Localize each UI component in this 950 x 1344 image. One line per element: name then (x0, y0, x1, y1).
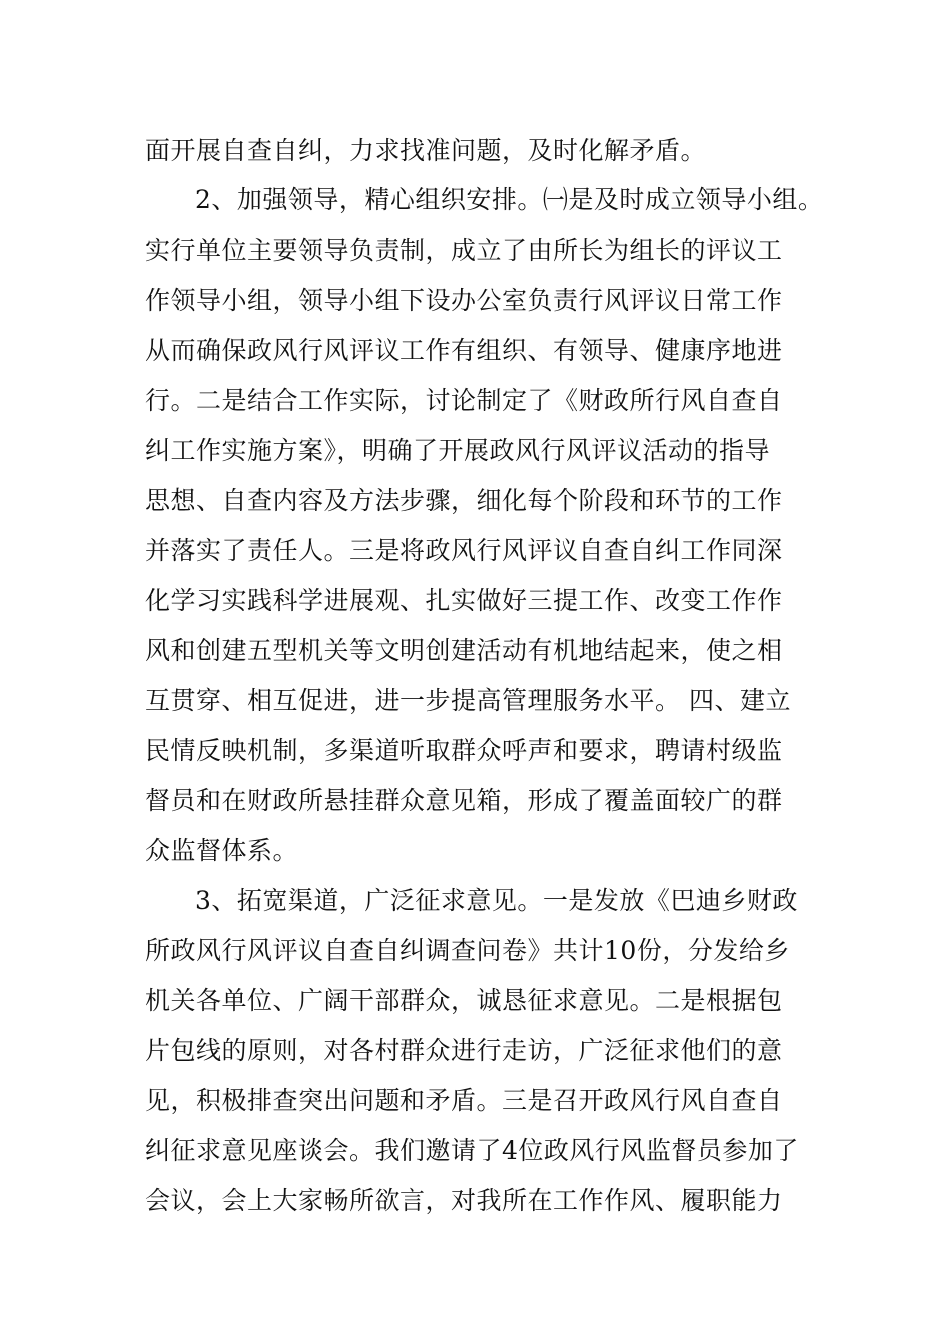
text-line: 并落实了责任人。三是将政风行风评议自查自纠工作同深 (145, 536, 783, 565)
text-line: 机关各单位、广阔干部群众，诚恳征求意见。二是根据包 (145, 986, 783, 1015)
text-line: 思想、自查内容及方法步骤，细化每个阶段和环节的工作 (145, 486, 783, 515)
text-line: 作领导小组，领导小组下设办公室负责行风评议日常工作 (145, 286, 783, 315)
text-line: 片包线的原则，对各村群众进行走访，广泛征求他们的意 (145, 1036, 783, 1065)
text-line: 实行单位主要领导负责制，成立了由所长为组长的评议工 (145, 236, 783, 265)
text-line: 风和创建五型机关等文明创建活动有机地结起来，使之相 (145, 636, 783, 665)
text-line: 纠工作实施方案》，明确了开展政风行风评议活动的指导 (145, 436, 771, 465)
text-line: 民情反映机制，多渠道听取群众呼声和要求，聘请村级监 (145, 736, 783, 765)
text-line: 见，积极排查突出问题和矛盾。三是召开政风行风自查自 (145, 1086, 783, 1115)
text-line: 互贯穿、相互促进，进一步提高管理服务水平。 四、建立 (145, 686, 791, 715)
text-line: 3、拓宽渠道，广泛征求意见。一是发放《巴迪乡财政 (195, 886, 798, 915)
text-line: 面开展自查自纠，力求找准问题，及时化解矛盾。 (145, 136, 707, 165)
text-line: 行。二是结合工作实际，讨论制定了《财政所行风自查自 (145, 386, 783, 415)
text-line: 众监督体系。 (145, 836, 299, 865)
text-line: 从而确保政风行风评议工作有组织、有领导、健康序地进 (145, 336, 783, 365)
text-line: 所政风行风评议自查自纠调查问卷》共计10份，分发给乡 (145, 936, 790, 965)
text-line: 会议，会上大家畅所欲言，对我所在工作作风、履职能力 (145, 1186, 783, 1215)
text-line: 纠征求意见座谈会。我们邀请了4位政风行风监督员参加了 (145, 1136, 799, 1165)
text-line: 督员和在财政所悬挂群众意见箱，形成了覆盖面较广的群 (145, 786, 783, 815)
text-line: 化学习实践科学进展观、扎实做好三提工作、改变工作作 (145, 586, 783, 615)
text-line: 2、加强领导，精心组织安排。㈠是及时成立领导小组。 (195, 185, 824, 214)
